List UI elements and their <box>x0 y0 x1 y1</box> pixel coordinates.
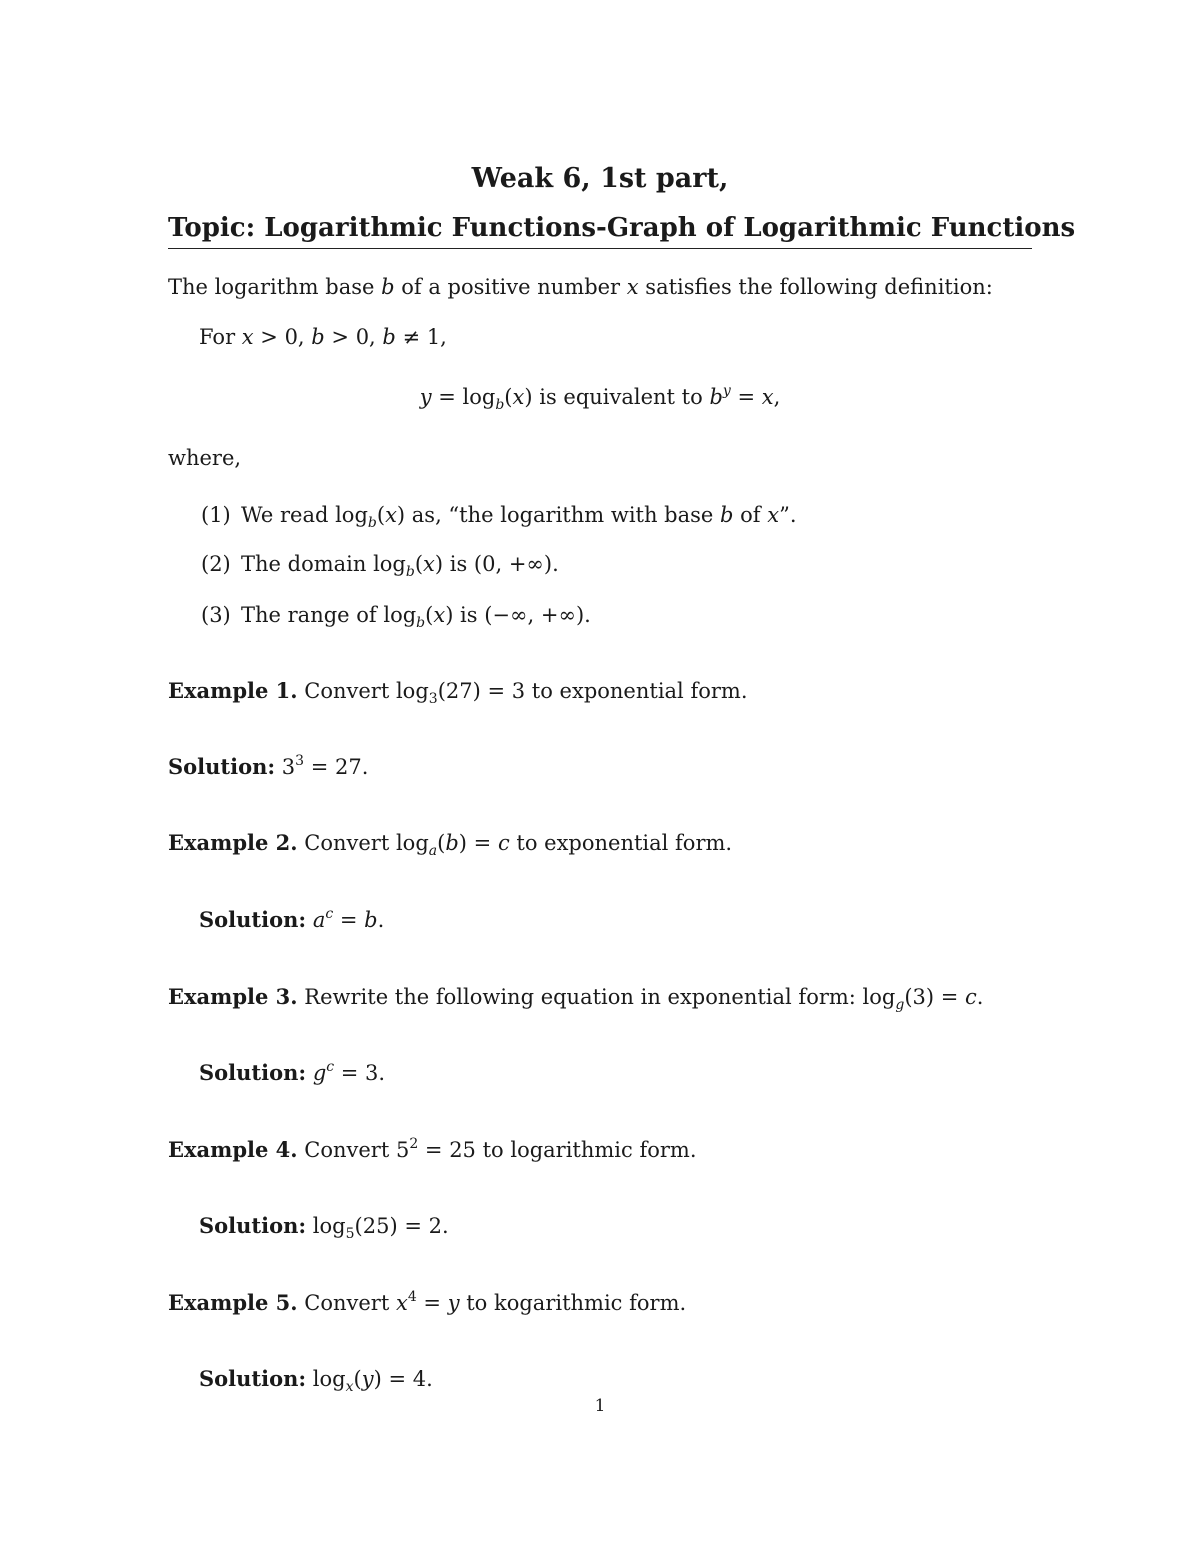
solution-1: Solution: $3^3 = 27$. <box>168 753 369 779</box>
list-item-3: (3) The range of $\log_b(x)$ is (−∞, +∞). <box>201 603 591 631</box>
where-text: where, <box>168 446 242 470</box>
page-title: Weak 6, 1st part, <box>471 163 729 194</box>
example-3: Example 3. Rewrite the following equation in exponential form: $\log_g(3) = c$. <box>168 984 984 1013</box>
example-1: Example 1. Convert $\log_3(27) = 3$ to exponential form. <box>168 678 748 707</box>
solution-5: Solution: $\log_x(y) = 4$. <box>199 1366 433 1395</box>
definition-equation: $y = \log_b(x)$ is equivalent to $b^y = x$, <box>419 383 781 413</box>
solution-3: Solution: $g^c = 3$. <box>199 1059 386 1085</box>
topic-heading: Topic: Logarithmic Functions-Graph of Logarithmic Functions <box>168 213 1076 243</box>
condition-line: For x > 0, b > 0, b ≠ 1, <box>199 325 447 349</box>
topic-underline <box>168 248 1032 249</box>
solution-4: Solution: $\log_5(25) = 2$. <box>199 1213 449 1242</box>
page-number: 1 <box>594 1396 606 1416</box>
example-5: Example 5. Convert $x^4 = y$ to kogarithmic form. <box>168 1289 687 1315</box>
solution-2: Solution: $a^c = b$. <box>199 906 385 932</box>
list-item-2: (2) The domain $\log_b(x)$ is (0, +∞). <box>201 552 559 580</box>
intro-paragraph: The logarithm base b of a positive number x satisfies the following definition: <box>168 275 993 299</box>
example-4: Example 4. Convert $5^2 = 25$ to logarithmic form. <box>168 1136 697 1162</box>
example-2: Example 2. Convert $\log_a(b) = c$ to exponential form. <box>168 830 733 859</box>
list-item-1: (1) We read $\log_b(x)$ as, “the logarithm with base b of x”. <box>201 503 797 531</box>
